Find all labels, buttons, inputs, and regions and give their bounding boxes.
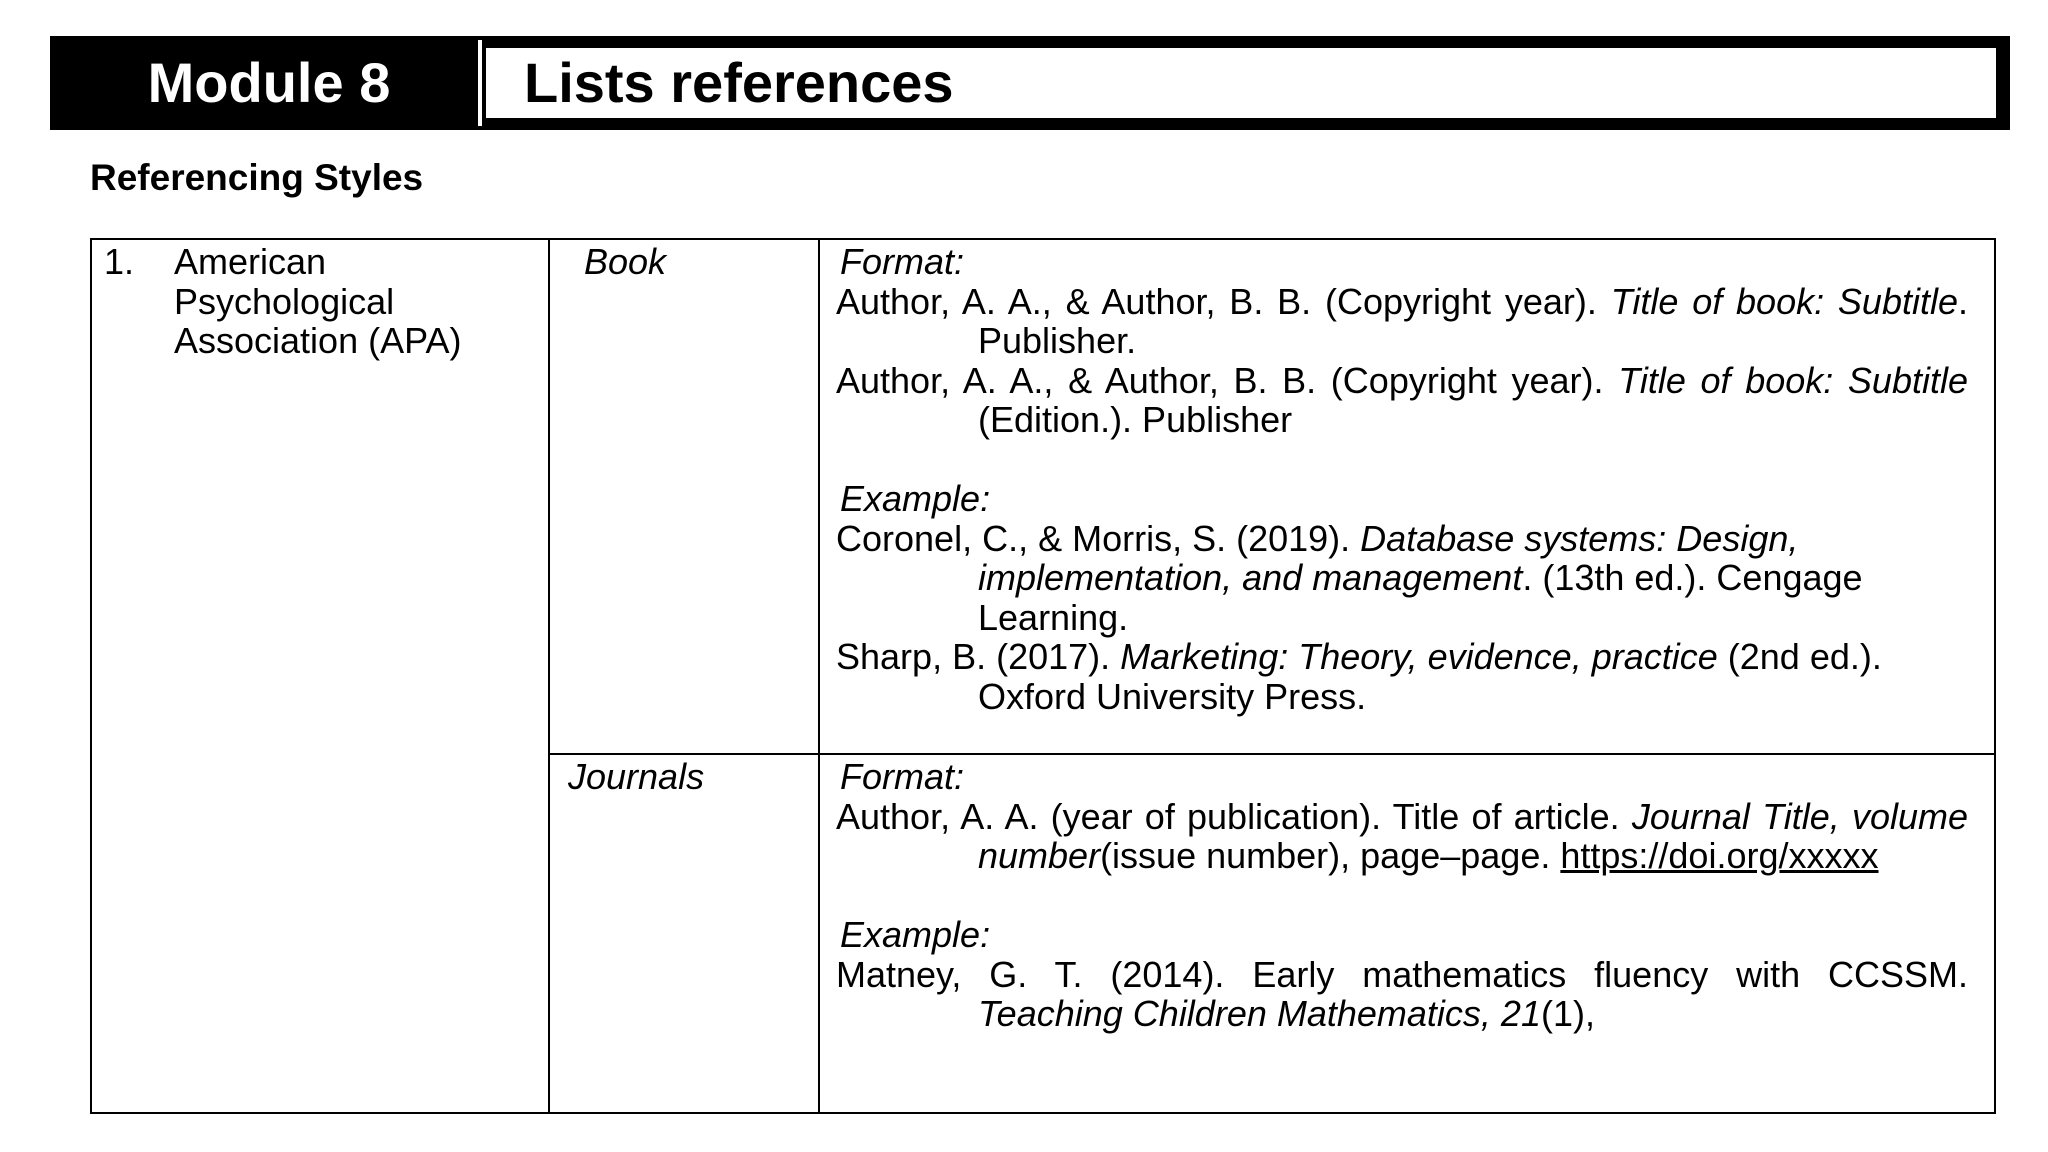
book-format-entry: Author, A. A., & Author, B. B. (Copyright year). Title of book: Subtitle (Edition.). Publisher [836,359,1968,440]
format-label: Format: [840,241,965,282]
module-header-banner [50,36,2010,130]
module-label: Module 8 [64,48,474,118]
table-divider [818,240,820,1112]
book-format-entry: Author, A. A., & Author, B. B. (Copyright year). Title of book: Subtitle. Publisher. [836,280,1969,361]
banner-divider [478,40,482,126]
referencing-styles-table [90,238,1996,1114]
style-name: American Psychological Association (APA) [174,241,462,361]
journal-format-entry: Author, A. A. (year of publication). Title of article. Journal Title, volume number(issue number), page–page. https://doi.org/xxxxx [836,795,1969,876]
module-title-box [486,48,1996,118]
book-reference-cell [836,242,1968,716]
example-label: Example: [840,478,991,519]
module-title: Lists references [524,51,954,114]
source-type-journals: Journals [568,756,705,797]
table-divider [548,240,550,1112]
style-number: 1. [104,241,135,282]
format-label: Format: [840,756,965,797]
book-example-entry: Coronel, C., & Morris, S. (2019). Database systems: Design, implementation, and management. (13th ed.). Cengage Learning. [836,517,1863,638]
example-label: Example: [840,914,991,955]
book-example-entry: Sharp, B. (2017). Marketing: Theory, evidence, practice (2nd ed.). Oxford University Press. [836,636,1882,717]
section-heading: Referencing Styles [90,157,424,198]
journal-example-entry: Matney, G. T. (2014). Early mathematics fluency with CCSSM. Teaching Children Mathematics, 21(1), [836,953,1968,1034]
doi-link[interactable]: https://doi.org/xxxxx [1560,835,1879,876]
journal-reference-cell [836,757,1968,1034]
table-row-divider [550,753,1996,755]
source-type-book: Book [584,241,667,282]
